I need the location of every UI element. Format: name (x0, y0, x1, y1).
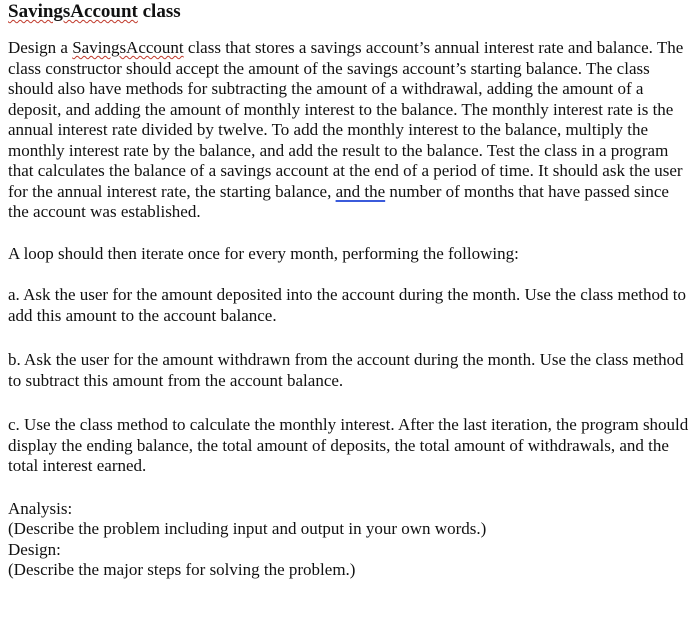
step-b-paragraph: b. Ask the user for the amount withdrawn from the account during the month. Use the class method to subtract this amount from the account balance. (8, 350, 684, 390)
grammar-flag: and the (335, 181, 386, 201)
title-class-name: SavingsAccount (8, 1, 138, 22)
intro-paragraph (8, 38, 692, 223)
intro-middle: class that stores a savings account’s annual interest rate and balance. The class constructor should accept the amount of the savings account’s starting balance. The class should also have methods for subtracting the amount of a withdrawal, adding the amount of a deposit, and adding the amount of monthly interest to the balance. The monthly interest rate is the annual interest rate divided by twelve. To add the monthly interest to the balance, multiply the monthly interest rate by the balance, and add the result to the balance. Test the class in a program that calculates the balance of a savings account at the end of a period of time. It should ask the user for the annual interest rate, the starting balance, (8, 38, 684, 201)
design-prompt: (Describe the major steps for solving the problem.) (8, 560, 356, 579)
step-c-paragraph: c. Use the class method to calculate the monthly interest. After the last iteration, the program should display the ending balance, the total amount of deposits, the total amount of withdrawals, and the total interest earned. (8, 415, 689, 475)
design-heading: Design: (8, 539, 61, 559)
analysis-heading: Analysis: (8, 498, 73, 518)
step-a-paragraph: a. Ask the user for the amount deposited into the account during the month. Use the class method to add this amount to the account balance. (8, 285, 686, 325)
title-suffix: class (137, 1, 181, 22)
intro-class-name: SavingsAccount (72, 38, 184, 57)
analysis-prompt: (Describe the problem including input and output in your own words.) (8, 519, 487, 538)
intro-prefix: Design a (8, 38, 73, 57)
intro-end: number of months that have passed since the account was established. (8, 181, 669, 221)
page-title (8, 0, 692, 24)
loop-intro-paragraph: A loop should then iterate once for every month, performing the following: (8, 243, 519, 263)
